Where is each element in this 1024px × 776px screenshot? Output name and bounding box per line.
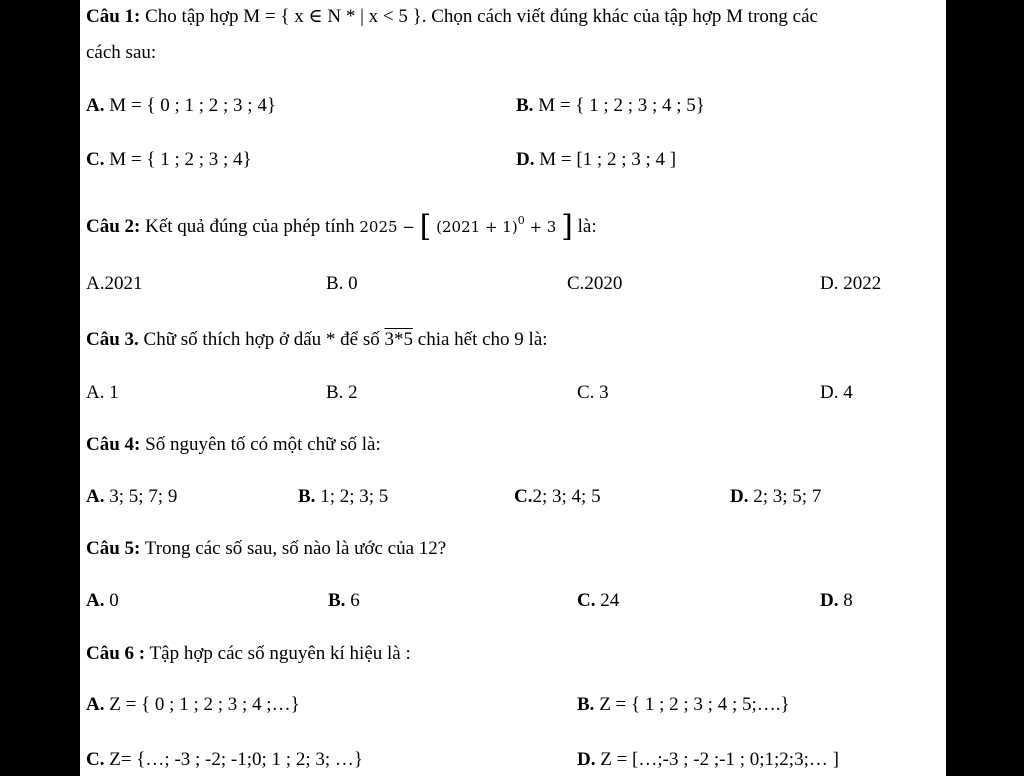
q1-option-c [86,149,252,171]
q6-option-b [577,694,790,716]
q6-option-b-text: Z = { 1 ; 2 ; 3 ; 4 ; 5;….} [599,694,790,715]
q1-option-a-text: M = { 0 ; 1 ; 2 ; 3 ; 4} [109,95,276,116]
q5-option-c-label: C. [577,590,596,611]
question-5-label: Câu 5: [86,538,141,559]
q5-option-b [328,590,360,612]
question-6-text: Tập hợp các số nguyên kí hiệu là : [149,643,411,664]
q4-option-b-label: B. [298,486,316,507]
question-2-label: Câu 2: [86,216,141,237]
q6-option-a-label: A. [86,694,105,715]
question-5-text: Trong các số sau, số nào là ước của 12? [144,538,447,559]
q5-option-d [820,590,853,612]
question-2-expression [359,209,577,244]
q2-option-c: C.2020 [567,273,623,294]
q6-option-c [86,749,363,771]
q5-option-b-label: B. [328,590,346,611]
q6-option-a [86,694,300,716]
question-3-label: Câu 3. [86,329,139,350]
expression-part-2: (2021 + 1) [436,218,518,236]
q4-option-c-text: 2; 3; 4; 5 [532,486,601,507]
q4-option-a-text: 3; 5; 7; 9 [109,486,178,507]
q1-option-b-label: B. [516,95,534,116]
question-2-text: Kết quả đúng của phép tính [145,216,355,237]
q1-option-a [86,95,276,117]
q4-option-c-label: C. [514,486,533,507]
question-6 [86,643,411,665]
q6-option-b-label: B. [577,694,595,715]
question-6-label: Câu 6 : [86,643,146,664]
q4-option-a [86,486,177,508]
q1-option-c-text: M = { 1 ; 2 ; 3 ; 4} [109,149,252,170]
q3-option-d: D. 4 [820,382,853,403]
expression-part-1: 2025 − [359,218,415,236]
q1-option-c-label: C. [86,149,105,170]
question-3 [86,329,548,351]
q2-option-d: D. 2022 [820,273,882,294]
q5-option-d-text: 8 [843,590,853,611]
q6-option-d-label: D. [577,749,596,770]
q6-option-d [577,749,839,771]
q3-option-a: A. 1 [86,382,119,403]
q5-option-a [86,590,119,612]
q1-option-d-label: D. [516,149,535,170]
question-3-text-end: chia hết cho 9 là: [417,329,548,350]
question-1-text-cont: cách sau: [86,42,157,63]
question-5 [86,538,446,560]
q1-option-d [516,149,676,171]
q1-option-b-text: M = { 1 ; 2 ; 3 ; 4 ; 5} [538,95,705,116]
question-2 [86,205,597,244]
q4-option-b [298,486,388,508]
q5-option-c [577,590,619,612]
q4-option-d-text: 2; 3; 5; 7 [753,486,822,507]
q5-option-c-text: 24 [600,590,620,611]
q2-option-b: B. 0 [326,273,358,294]
q4-option-b-text: 1; 2; 3; 5 [320,486,389,507]
q6-option-a-text: Z = { 0 ; 1 ; 2 ; 3 ; 4 ;…} [109,694,300,715]
question-1-text: Cho tập hợp M = { x ∈ N * | x < 5 }. Chọn cách viết đúng khác của tập hợp M trong các [145,6,818,27]
question-4-text: Số nguyên tố có một chữ số là: [145,434,381,455]
q6-option-c-label: C. [86,749,105,770]
left-bracket: [ [419,209,432,244]
question-1-label: Câu 1: [86,6,141,27]
q1-option-b [516,95,705,117]
q4-option-d-label: D. [730,486,749,507]
q3-option-c: C. 3 [577,382,609,403]
q4-option-d [730,486,821,508]
question-1 [86,5,818,28]
q5-option-d-label: D. [820,590,839,611]
q4-option-a-label: A. [86,486,105,507]
question-3-text: Chữ số thích hợp ở dấu * để số [143,329,380,350]
q1-option-d-text: M = [1 ; 2 ; 3 ; 4 ] [539,149,677,170]
q6-option-d-text: Z = […;-3 ; -2 ;-1 ; 0;1;2;3;… ] [600,749,839,770]
q4-option-c [514,486,601,508]
question-4-label: Câu 4: [86,434,141,455]
document-page [80,0,946,776]
q1-option-a-label: A. [86,95,105,116]
q3-option-b: B. 2 [326,382,358,403]
expression-part-3: + 3 [529,218,557,236]
question-4 [86,434,381,456]
question-2-text-end: là: [577,216,597,237]
question-3-number: 3*5 [384,329,414,350]
q5-option-a-label: A. [86,590,105,611]
q5-option-a-text: 0 [109,590,119,611]
q5-option-b-text: 6 [350,590,360,611]
right-bracket: ] [561,209,573,244]
expression-exponent: 0 [517,214,525,227]
q6-option-c-text: Z= {…; -3 ; -2; -1;0; 1 ; 2; 3; …} [109,749,364,770]
q2-option-a: A.2021 [86,273,143,294]
